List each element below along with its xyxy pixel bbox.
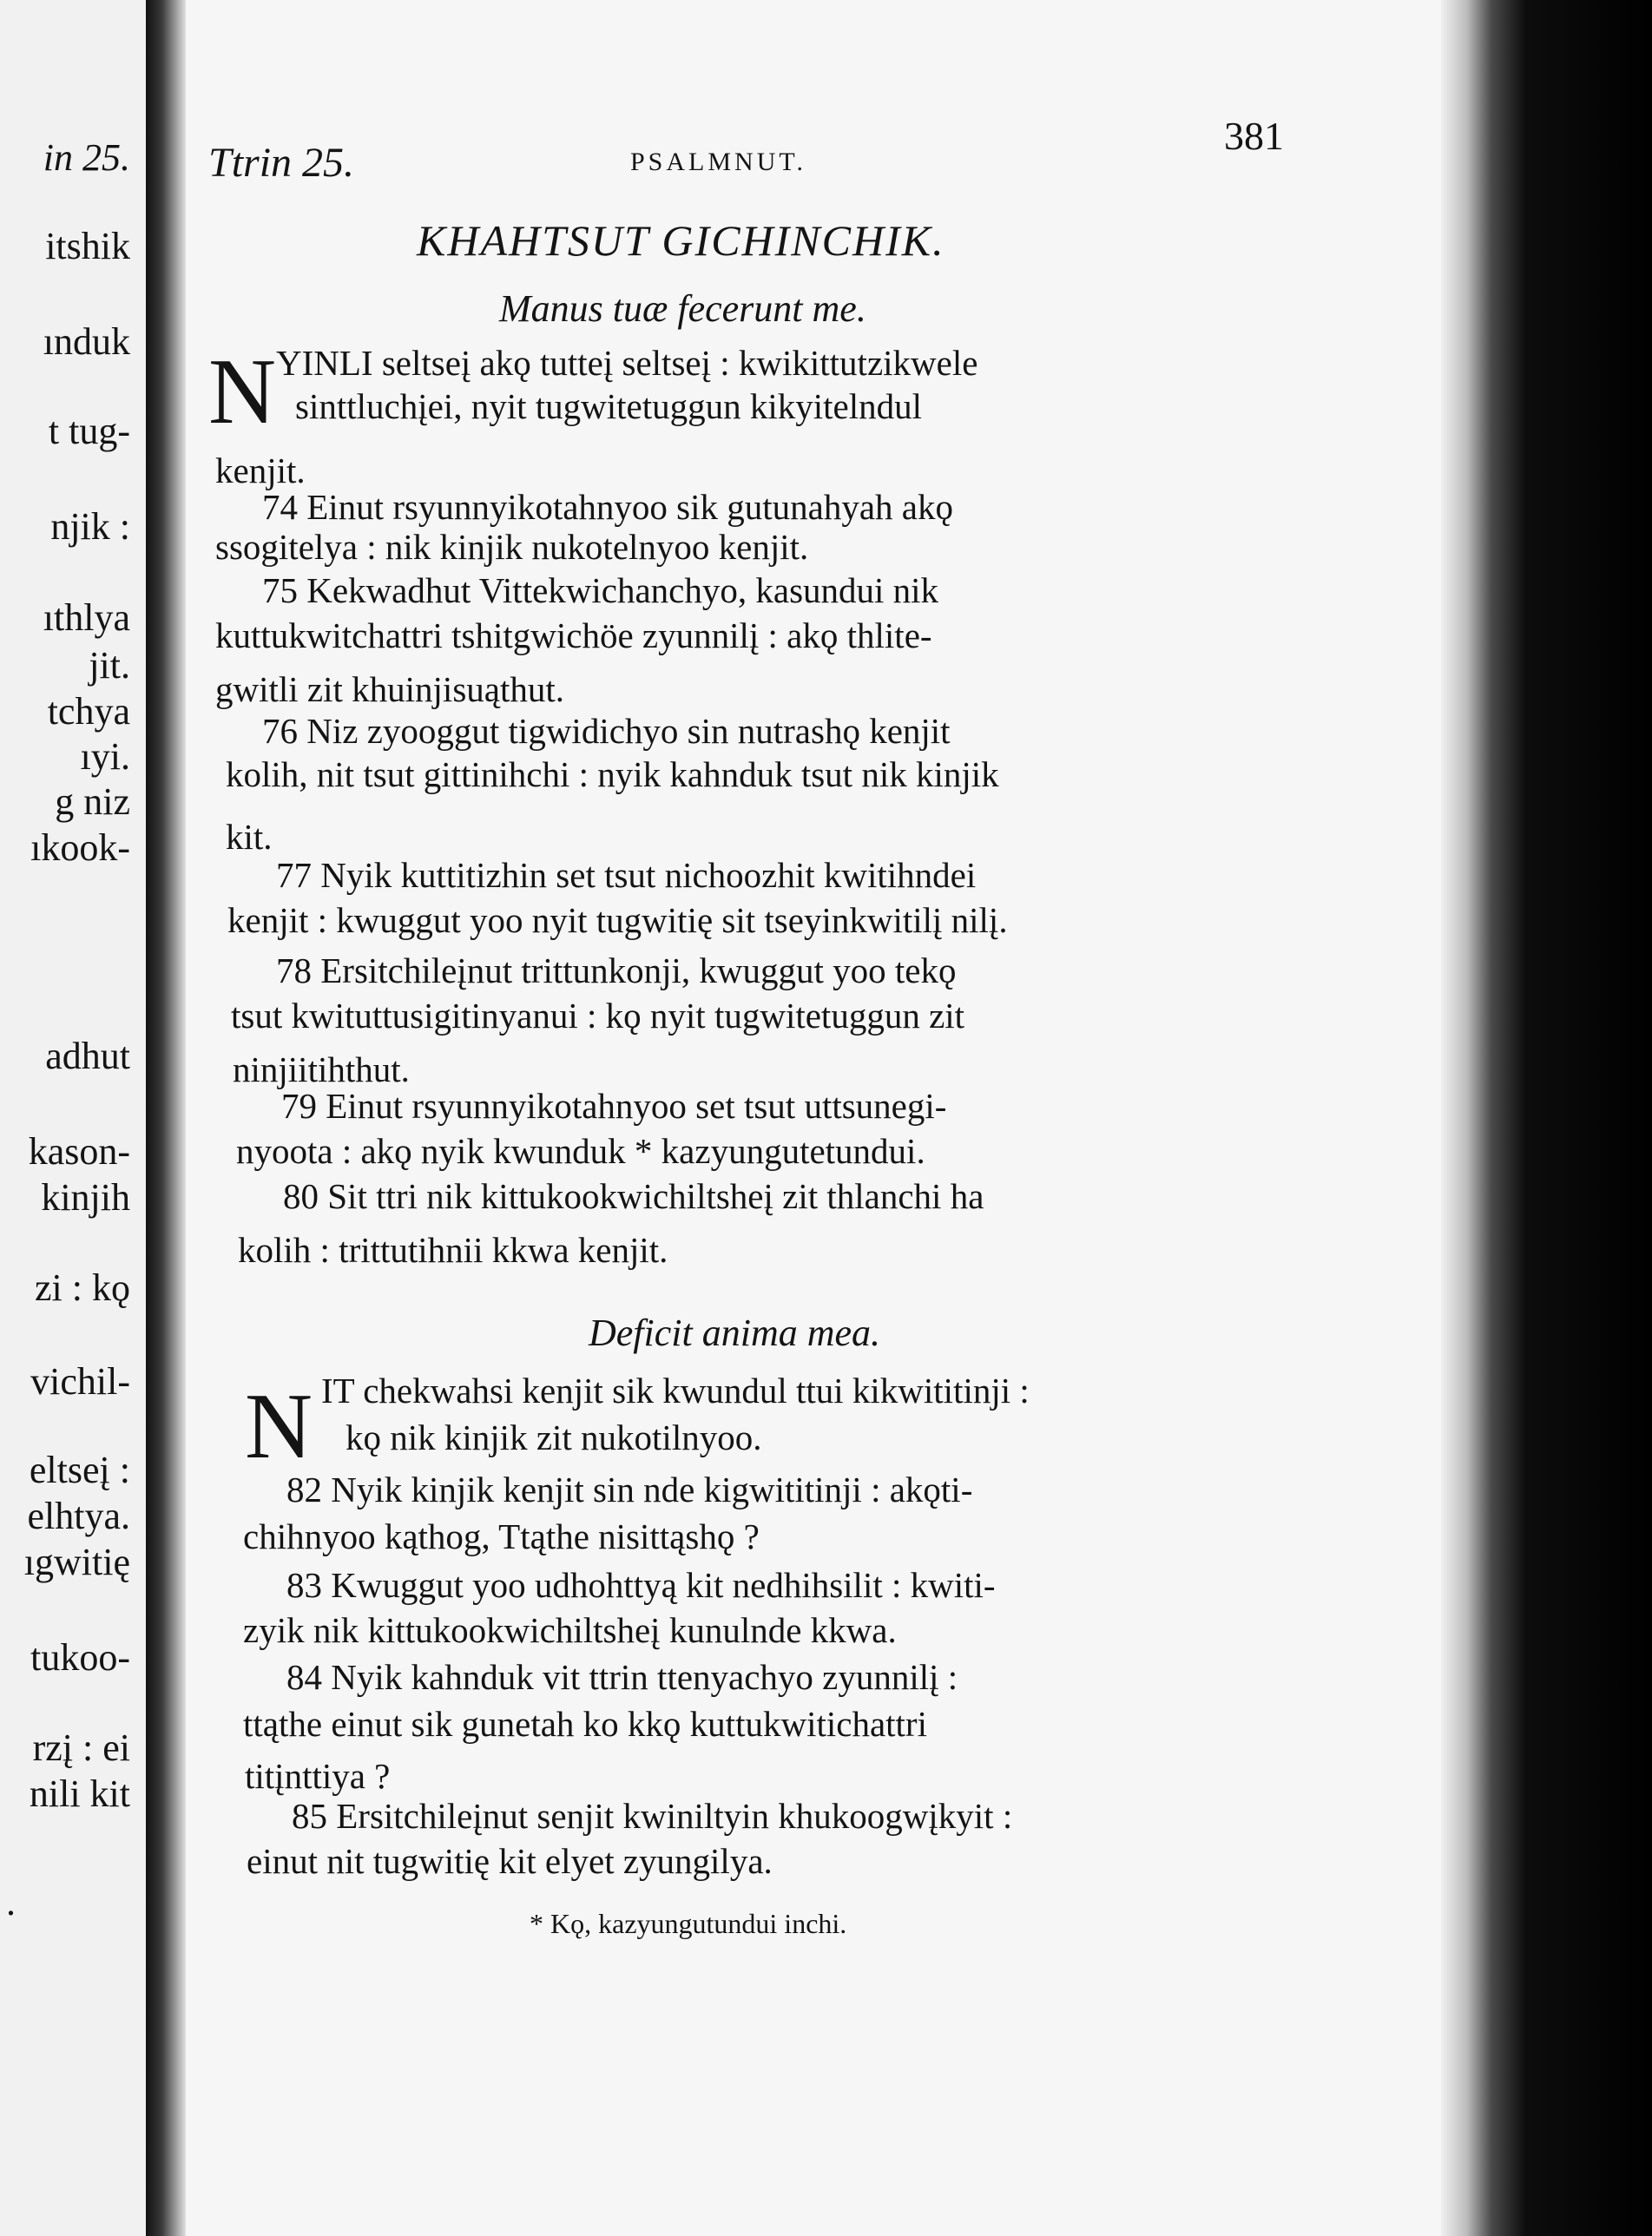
left-page-line: in 25.	[43, 136, 130, 179]
section-subtitle: Deficit anima mea.	[589, 1312, 881, 1354]
left-page-line: jit.	[89, 644, 130, 687]
text-line: einut nit tugwitię kit elyet zyungilya.	[247, 1841, 773, 1881]
left-page-line: zi : kǫ	[35, 1266, 130, 1309]
left-page-line: g niz	[55, 780, 130, 823]
left-page-line: ınduk	[43, 320, 130, 363]
section-subtitle: Manus tuæ fecerunt me.	[499, 287, 866, 330]
header-chapter: Ttrin 25.	[208, 140, 355, 186]
left-page-line: kason-	[28, 1130, 130, 1173]
left-page-line: ıkook-	[30, 826, 130, 869]
text-line: gwitli zit khuinjisuąthut.	[215, 669, 565, 709]
left-page-line: kinjih	[41, 1176, 130, 1219]
text-line: kolih : trittutihnii kkwa kenjit.	[238, 1230, 668, 1270]
section-title: KHAHTSUT GICHINCHIK.	[417, 216, 945, 265]
text-line: nyoota : akǫ nyik kwunduk * kazyungutetundui.	[236, 1131, 925, 1171]
text-line: 84 Nyik kahnduk vit ttrin ttenyachyo zyunnilį :	[286, 1657, 958, 1697]
left-page-line: eltseį :	[29, 1449, 130, 1491]
left-page-line: elhtya.	[27, 1495, 130, 1537]
left-page-line: ıyi.	[80, 735, 130, 778]
running-header	[208, 114, 1285, 186]
left-page-line: rzį : ei	[32, 1726, 130, 1769]
text-line: 80 Sit ttri nik kittukookwichiltsheį zit thlanchi ha	[283, 1176, 984, 1216]
text-line: kenjit : kwuggut yoo nyit tugwitię sit tseyinkwitilį nilį.	[227, 900, 1008, 940]
text-line: titįnttiya ?	[245, 1756, 391, 1796]
page-edge	[1441, 0, 1652, 2236]
text-line: ninjiitihthut.	[233, 1049, 410, 1089]
text-line: zyik nik kittukookwichiltsheį kunulnde kkwa.	[243, 1610, 897, 1650]
left-page-line: vichil-	[30, 1360, 130, 1403]
text-line: 77 Nyik kuttitizhin set tsut nichoozhit kwitihndei	[276, 855, 977, 895]
left-page-line: njik :	[50, 505, 130, 548]
text-line: 76 Niz zyooggut tigwidichyo sin nutrashǫ kenjit	[262, 711, 951, 751]
text-line: sinttluchįei, nyit tugwitetuggun kikyitelndul	[295, 386, 923, 426]
left-page-line: nili kit	[29, 1772, 130, 1815]
left-page-line: t tug-	[48, 410, 130, 452]
footnote: * Kǫ, kazyungutundui inchi.	[530, 1908, 847, 1939]
text-line: tsut kwituttusigitinyanui : kǫ nyit tugwitetuggun zit	[231, 996, 965, 1036]
text-line: 85 Ersitchileįnut senjit kwiniltyin khukoogwįkyit :	[292, 1796, 1013, 1836]
text-line: IT chekwahsi kenjit sik kwundul ttui kikwititinji :	[321, 1371, 1030, 1411]
text-line: 79 Einut rsyunnyikotahnyoo set tsut uttsunegi-	[281, 1086, 947, 1126]
text-line: 75 Kekwadhut Vittekwichanchyo, kasundui nik	[262, 570, 939, 610]
left-page-line: tukoo-	[30, 1636, 130, 1679]
previous-page	[0, 0, 151, 2236]
text-line: kenjit.	[215, 450, 306, 490]
header-book-title: PSALMNUT.	[630, 148, 806, 176]
left-page-line: itshik	[45, 225, 130, 267]
text-line: 83 Kwuggut yoo udhohttyą kit nedhihsilit : kwiti-	[286, 1565, 996, 1605]
text-line: 82 Nyik kinjik kenjit sin nde kigwititinji : akǫti-	[286, 1470, 973, 1509]
left-page-line: .	[6, 1881, 16, 1924]
text-line: kit.	[226, 817, 273, 857]
text-line: ttąthe einut sik gunetah ko kkǫ kuttukwitichattri	[243, 1704, 927, 1744]
text-line: kuttukwitchattri tshitgwichöe zyunnilį : akǫ thlite-	[215, 615, 932, 655]
text-line: 78 Ersitchileįnut trittunkonji, kwuggut yoo tekǫ	[276, 950, 957, 990]
text-line: 74 Einut rsyunnyikotahnyoo sik gutunahyah akǫ	[262, 487, 953, 527]
gutter-shadow	[146, 0, 186, 2236]
drop-cap: N	[245, 1375, 313, 1478]
left-page-line: ıthlya	[43, 596, 130, 639]
text-line: kolih, nit tsut gittinihchi : nyik kahnduk tsut nik kinjik	[226, 754, 999, 794]
left-page-line: tchya	[47, 690, 130, 733]
text-line: ssogitelya : nik kinjik nukotelnyoo kenjit.	[215, 527, 809, 567]
page-number: 381	[1224, 114, 1284, 158]
text-line: kǫ nik kinjik zit nukotilnyoo.	[346, 1417, 762, 1457]
left-page-line: adhut	[45, 1035, 130, 1077]
left-page-line: ıgwitię	[23, 1541, 130, 1583]
text-line: YINLI seltseį akǫ tutteį seltseį : kwikittutzikwele	[276, 343, 978, 383]
text-line: chihnyoo kąthog, Ttąthe nisittąshǫ ?	[243, 1516, 760, 1556]
drop-cap: N	[208, 340, 276, 444]
